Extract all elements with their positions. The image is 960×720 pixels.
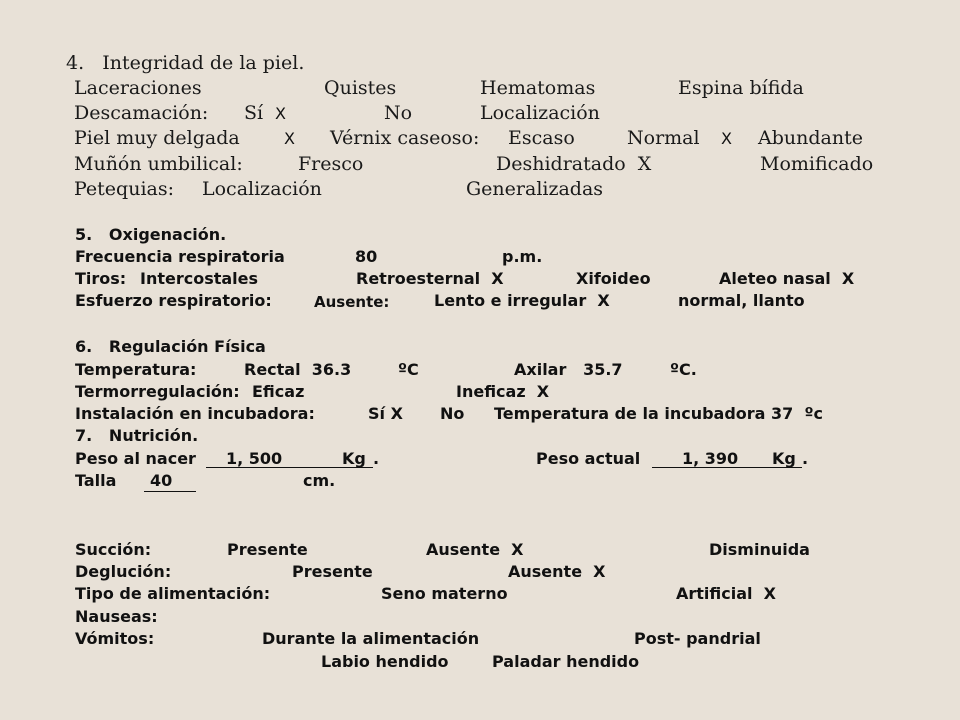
label-piel-delgada: Piel muy delgada: [74, 127, 240, 149]
section-heading-skin: 4. Integridad de la piel.: [66, 52, 305, 74]
label-quistes: Quistes: [324, 77, 397, 99]
label-laceraciones: Laceraciones: [74, 77, 202, 99]
label-termorregulacion: Termorregulación:: [75, 382, 240, 401]
label-lento: Lento e irregular X: [434, 291, 610, 310]
label-no: No: [384, 102, 413, 124]
label-peso-nacer: Peso al nacer: [75, 449, 196, 468]
label-descamacion: Descamación:: [74, 102, 209, 124]
value-peso-nacer: 1, 500: [226, 449, 283, 468]
value-talla: 40: [150, 471, 173, 490]
mark-vernix-normal: X: [721, 129, 732, 148]
label-espina-bifida: Espina bífida: [678, 77, 804, 99]
label-abundante: Abundante: [758, 127, 863, 149]
label-incubadora-no: No: [440, 404, 465, 423]
label-petequias: Petequias:: [74, 178, 175, 200]
label-incubadora-si: Sí X: [368, 404, 403, 423]
label-nauseas: Nauseas:: [75, 607, 158, 626]
label-vomitos-post: Post- pandrial: [634, 629, 761, 648]
value-frecuencia: 80: [355, 247, 378, 266]
label-escaso: Escaso: [508, 127, 575, 149]
label-succion-disminuida: Disminuida: [709, 540, 810, 559]
period-peso-actual: .: [802, 449, 809, 468]
label-talla: Talla: [75, 471, 117, 490]
label-paladar-hendido: Paladar hendido: [492, 652, 640, 671]
label-deglucion-presente: Presente: [292, 562, 373, 581]
label-ausente: Ausente:: [314, 293, 390, 311]
label-xifoideo: Xifoideo: [576, 269, 651, 288]
unit-peso-nacer: Kg: [342, 449, 366, 468]
label-intercostales: Intercostales: [140, 269, 259, 288]
label-normal-llanto: normal, llanto: [678, 291, 805, 310]
label-tipo-alimentacion: Tipo de alimentación:: [75, 584, 271, 603]
label-artificial: Artificial X: [676, 584, 776, 603]
label-labio-hendido: Labio hendido: [321, 652, 449, 671]
label-fresco: Fresco: [298, 153, 364, 175]
label-ineficaz: Ineficaz X: [456, 382, 550, 401]
label-momificado: Momificado: [760, 153, 874, 175]
label-frecuencia: Frecuencia respiratoria: [75, 247, 285, 266]
label-succion: Succión:: [75, 540, 152, 559]
mark-descamacion-si: X: [275, 104, 286, 123]
label-temperatura: Temperatura:: [75, 360, 197, 379]
unit-talla: cm.: [303, 471, 336, 490]
value-peso-actual: 1, 390: [682, 449, 739, 468]
label-temp-incubadora: Temperatura de la incubadora 37 ºc: [494, 404, 823, 423]
label-seno-materno: Seno materno: [381, 584, 508, 603]
label-aleteo: Aleteo nasal X: [719, 269, 855, 288]
label-deglucion: Deglución:: [75, 562, 172, 581]
label-incubadora: Instalación en incubadora:: [75, 404, 315, 423]
label-vernix: Vérnix caseoso:: [330, 127, 480, 149]
section-heading-oxigenacion: 5. Oxigenación.: [75, 225, 227, 244]
label-succion-presente: Presente: [227, 540, 308, 559]
unit-frecuencia: p.m.: [502, 247, 543, 266]
label-hematomas: Hematomas: [480, 77, 596, 99]
label-esfuerzo: Esfuerzo respiratorio:: [75, 291, 272, 310]
label-generalizadas: Generalizadas: [466, 178, 604, 200]
unit-rectal: ºC: [398, 360, 419, 379]
value-rectal: Rectal 36.3: [244, 360, 352, 379]
label-deglucion-ausente: Ausente X: [508, 562, 606, 581]
label-retroesternal: Retroesternal X: [356, 269, 504, 288]
period-peso-nacer: .: [373, 449, 380, 468]
unit-peso-actual: Kg: [772, 449, 796, 468]
label-normal: Normal: [627, 127, 700, 149]
label-deshidratado: Deshidratado X: [496, 153, 652, 175]
unit-axilar: ºC.: [670, 360, 697, 379]
label-localizacion: Localización: [480, 102, 600, 124]
section-heading-nutricion: 7. Nutrición.: [75, 426, 199, 445]
label-vomitos-durante: Durante la alimentación: [262, 629, 480, 648]
label-petequias-localizacion: Localización: [202, 178, 322, 200]
label-succion-ausente: Ausente X: [426, 540, 524, 559]
section-heading-regulacion: 6. Regulación Física: [75, 337, 266, 356]
label-peso-actual: Peso actual: [536, 449, 641, 468]
label-vomitos: Vómitos:: [75, 629, 155, 648]
label-munon: Muñón umbilical:: [74, 153, 243, 175]
label-tiros: Tiros:: [75, 269, 127, 288]
value-axilar: Axilar 35.7: [514, 360, 623, 379]
label-si: Sí: [244, 102, 264, 124]
mark-piel-delgada: X: [284, 129, 295, 148]
label-eficaz: Eficaz: [252, 382, 305, 401]
